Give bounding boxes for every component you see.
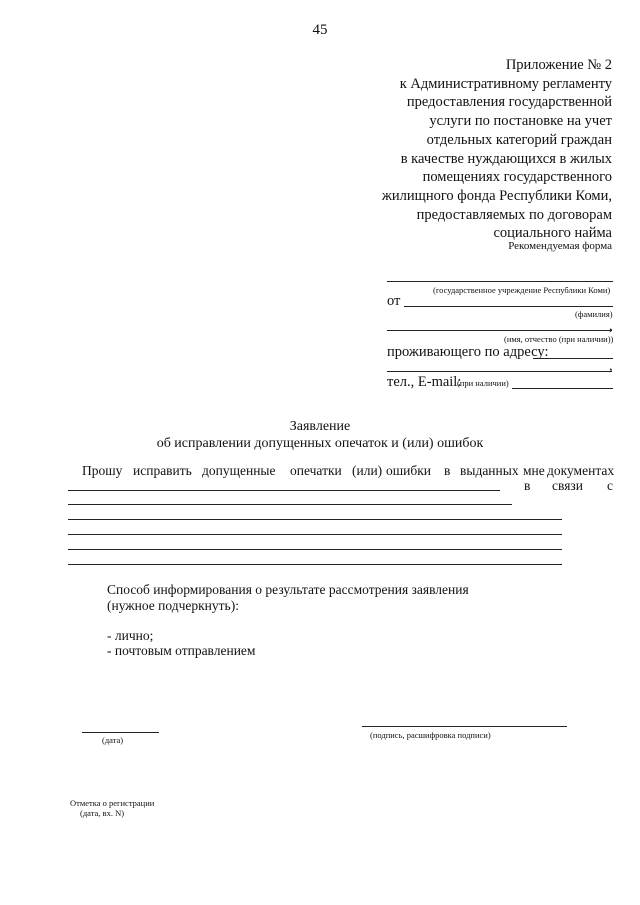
name-line[interactable] [387,330,612,331]
appendix-line: услуги по постановке на учет [429,113,612,130]
signature-line[interactable] [362,726,567,727]
from-label: от [387,293,401,309]
word: исправить [133,463,192,478]
word: в [524,478,531,493]
inform-heading: Способ информирования о результате рассмотрения заявления [107,582,469,597]
document-line[interactable] [68,490,500,491]
address-line-1[interactable] [533,358,613,359]
word: связи [552,478,583,493]
address-label: проживающего по адресу: [387,344,549,360]
appendix-line: отдельных категорий граждан [426,131,612,148]
phone-line[interactable] [512,388,613,389]
statement-title [0,418,640,452]
appendix-line: предоставления государственной [406,94,612,111]
date-caption: (дата) [102,735,124,745]
inform-note: (нужное подчеркнуть): [107,598,239,613]
comma-mark: , [609,358,613,374]
appendix-block [312,56,612,243]
page-number: 45 [312,22,328,38]
word: допущенные [202,463,276,478]
statement-subtitle: об исправлении допущенных опечаток и (или) ошибок [156,436,484,451]
word: мне [523,463,545,478]
phone-caption: (при наличии) [457,378,509,388]
appendix-line: жилищного фонда Республики Коми, [381,187,612,204]
word: (или) [352,463,383,478]
reason-line-2[interactable] [68,519,562,520]
word: документах [547,463,615,478]
reason-line-3[interactable] [68,534,562,535]
address-line-2[interactable] [387,371,612,372]
appendix-line: к Административному регламенту [399,75,612,92]
surname-caption: (фамилия) [575,309,613,319]
word: с [607,478,613,493]
option-postal[interactable]: - почтовым отправлением [107,643,256,658]
reason-line-5[interactable] [68,564,562,565]
registration-label: Отметка о регистрации [70,798,155,808]
comma-mark: , [609,318,613,334]
word: опечатки [290,463,342,478]
reason-line-1[interactable] [68,504,512,505]
date-line[interactable] [82,732,159,733]
appendix-line: в качестве нуждающихся в жилых [400,150,612,167]
word: выданных [460,463,519,478]
word: в [444,463,451,478]
appendix-line: помещениях государственного [422,169,612,186]
appendix-line: социального найма [493,225,612,242]
word: ошибки [386,463,432,478]
statement-title-text: Заявление [289,419,351,434]
surname-line[interactable] [404,306,613,307]
appendix-line: предоставляемых по договорам [416,206,612,223]
name-caption: (имя, отчество (при наличии)) [504,334,614,344]
registration-details: (дата, вх. N) [80,808,125,818]
reason-line-4[interactable] [68,549,562,550]
signature-caption: (подпись, расшифровка подписи) [370,730,491,740]
option-in-person[interactable]: - лично; [107,628,154,643]
institution-line[interactable] [387,281,613,282]
institution-caption: (государственное учреждение Республики Коми) [433,285,611,295]
phone-label: тел., E-mail: [387,374,462,390]
word: Прошу [82,463,123,478]
appendix-heading: Приложение № 2 [505,57,612,73]
recommended-form-label: Рекомендуемая форма [508,240,612,252]
